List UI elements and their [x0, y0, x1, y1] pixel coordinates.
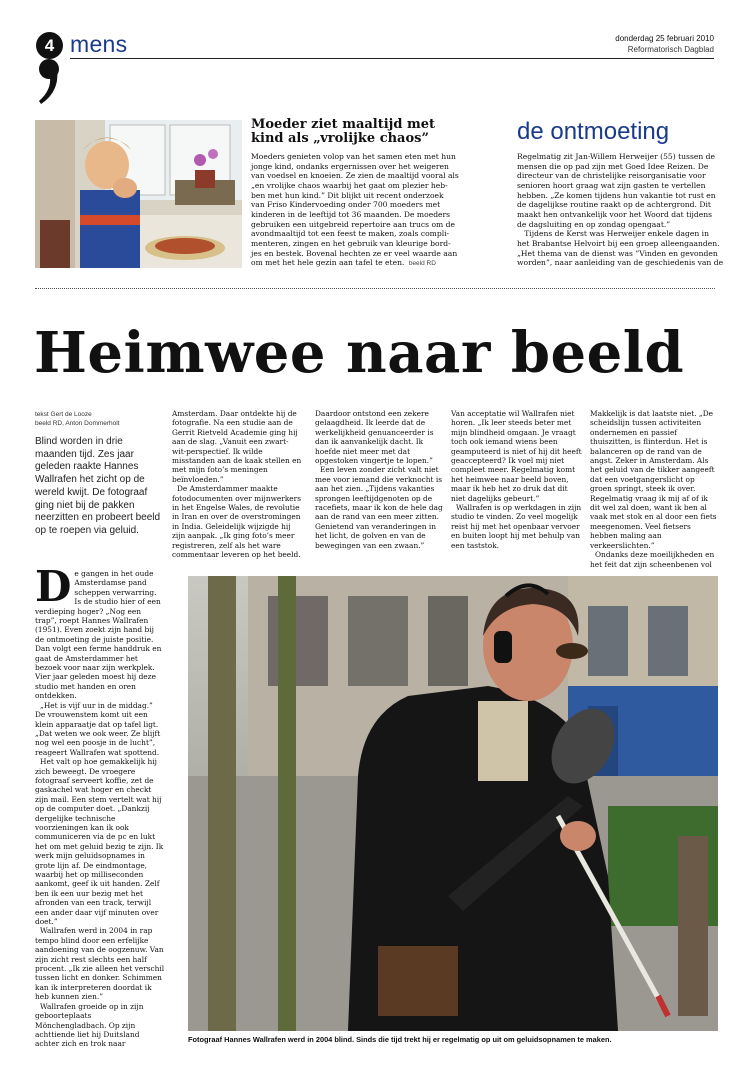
brief-line: menteren, zingen en het gebruik van kleurige bord-: [251, 238, 451, 248]
opening-paragraph: [35, 562, 165, 701]
paragraph: Daardoor ontstond een zekere gelaagdheid. Ik leerde dat de werkelijkheid genuanceerder is dan ik aanvankelijk dacht. Ik hoefde niet meer met dat opgestoken vingertje te lopen.”: [315, 409, 434, 466]
brief-line: Moeders genieten volop van het samen eten met hun: [251, 152, 456, 161]
byline-text: tekst Gert de Looze: [35, 411, 92, 418]
ontmoeting-line: Tijdens de Kerst was Herweijer enkele dagen in: [517, 229, 709, 239]
article-headline: Heimwee naar beeld: [34, 320, 685, 386]
brief-line: ben met hun kind.” Dit blijkt uit recent onderzoek: [251, 190, 444, 200]
brief-title-line-1: Moeder ziet maaltijd met: [251, 117, 436, 132]
page-number: 4: [44, 36, 55, 55]
ontmoeting-line: de dagelijkse routine raakt op de achtergrond. Dit: [517, 200, 711, 210]
brief-line: avondmaaltijd tot een feest te maken, zoals compli-: [251, 229, 450, 239]
brief-line: jes en bestek. Bovenal hechten ze er veel waarde aan: [251, 248, 458, 258]
ontmoeting-line: senioren hoort graag wat zijn gasten te vertellen: [517, 180, 706, 190]
paragraph: Ondanks deze moeilijkheden en het feit dat zijn scheenbenen vol: [590, 550, 715, 569]
ontmoeting-line: Regelmatig zit Jan-Willem Herweijer (55) tussen de: [517, 152, 716, 161]
paragraph: Een leven zonder zicht valt niet mee voor iemand die verknocht is aan het zien. „Tijdens vakanties sprongen leeftijdgenoten op de racefiets, maar ik kon de hele dag aan de rand van een meer zitten. Genietend van veranderingen in het licht, de golven en van de bewegingen van een zwaan.”: [315, 465, 443, 550]
article-left-column: [35, 562, 165, 1049]
brief-line-text: om met het hele gezin aan tafel te eten.: [251, 258, 405, 268]
issue-date: donderdag 25 februari 2010: [615, 34, 714, 43]
section-divider: [35, 288, 715, 289]
paragraph: Wallrafen groeide op in zijn geboorteplaats Mönchengladbach. Op zijn achttiende liet hij Duitsland achter zich en trok naar: [35, 1001, 144, 1049]
section-title: mens: [70, 31, 128, 57]
paragraph: „Het is vijf uur in de middag.” De vrouwenstem komt uit een klein apparaatje dat op tafel ligt. „Dat weten we ook weer. Ze blijft nog wel een poosje in de lucht”, reageert Wallrafen wat spottend.: [35, 700, 161, 757]
brief-line: jonge kind, ondanks ergernissen over het weigeren: [251, 161, 449, 171]
article-column-1: [172, 409, 302, 560]
paragraph: Amsterdam. Daar ontdekte hij de fotografie. Na een studie aan de Gerrit Rietveld Academie ging hij aan de slag. „Vanuit een zwart-wit-perspectief. Ik wilde misstanden aan de kaak stellen en met mijn foto’s meningen beïnvloeden.”: [172, 409, 302, 484]
article-column-2: [315, 409, 445, 550]
paragraph: Het valt op hoe gemakkelijk hij zich beweegt. De vroegere fotograaf serveert koffie, zet de gaskachel wat hoger en checkt zijn mail. Een stem vertelt wat hij op de computer doet. „Dankzij dergelijke technische voorzieningen kan ik ook communiceren via de pc en lukt het om met geluid bezig te zijn. Ik werk mijn geluidsopnames in grote lijn af. De eindmontage, waarbij het op milliseconden aankomt, geef ik uit handen. Zelf ben ik een uur bezig met het afronden van een track, terwijl een ander daar vijf minuten over doet.”: [35, 757, 164, 927]
brief-photo-credit: beeld RD: [408, 260, 436, 268]
ontmoeting-line: het Brabantse Helvoirt bij een groep alleengaanden.: [517, 238, 720, 248]
wallrafen-photo: [188, 576, 718, 1031]
brief-title: [251, 118, 491, 146]
byline-photo: beeld RD, Anton Dommerholt: [35, 420, 120, 427]
brief-title-line-2: kind als „vrolijke chaos”: [251, 131, 429, 146]
brief-line: van voedsel en knoeien. Ze zien de maaltijd vooral als: [251, 171, 459, 181]
ontmoeting-line: maakt hen ontvankelijk voor het Woord dat tijdens: [517, 209, 713, 219]
ontmoeting-body: [517, 152, 724, 268]
paragraph: Van acceptatie wil Wallrafen niet horen. „Ik leer steeds beter met mijn blindheid omgaan. Je vraagt toch ook iemand wiens been geamputeerd is niet of hij dit heeft geaccepteerd? Ik voel mij niet compleet meer. Regelmatig komt het heimwee naar beeld boven, maar ik heb het zo druk dat dit niet dagelijks gebeurt.”: [451, 409, 582, 503]
ontmoeting-line: mensen die op pad zijn met Goed Idee Reizen. De: [517, 161, 709, 171]
brief-line: kinderen in de leeftijd tot 36 maanden. De moeders: [251, 209, 451, 219]
brief-line: [251, 258, 501, 269]
header-rule: [70, 58, 714, 59]
child-eating-photo: [35, 120, 242, 268]
drop-cap: D: [35, 562, 72, 611]
ontmoeting-line: „Het thema van de dienst was ”Vinden en gevonden: [517, 248, 718, 258]
paragraph: Wallrafen is op werkdagen in zijn studio te vinden. Zo veel mogelijk reist hij met het openbaar vervoer en buiten loopt hij met behulp van een taststok.: [451, 503, 582, 550]
section-comma-mark: [38, 59, 60, 105]
ontmoeting-line: worden”, naar aanleiding van de geschiedenis van de: [517, 258, 724, 268]
article-column-4: [590, 409, 718, 569]
page-number-badge: [36, 32, 63, 59]
article-lead: Blind worden in drie maanden tijd. Zes jaar geleden raakte Hannes Wallrafen het zicht op de wereld kwijt. De fotograaf ging niet bij de pakken neerzitten en probeert beeld op te roepen via geluid.: [35, 436, 161, 536]
brief-body: [251, 152, 501, 269]
ontmoeting-heading: de ontmoeting: [517, 118, 670, 145]
paragraph: Wallrafen werd in 2004 in rap tempo blind door een erfelijke aandoening van de oogzenuw. Van zijn zicht rest slechts een half procent. „Ik zie alleen het verschil tussen licht en donker. Schimmen kan ik interpreteren doordat ik heb kunnen zien.”: [35, 926, 165, 1002]
ontmoeting-line: hebben. „Ze komen tijdens hun vakantie tot rust en: [517, 190, 716, 200]
paragraph: De Amsterdammer maakte fotodocumenten over mijnwerkers in het Engelse Wales, de revolutie in Iran en over de overstromingen in India. Geleidelijk wijzigde hij zijn aanpak. „Ik ging foto’s meer registreren, zelf als het ware commentaar leveren op het beeld.: [172, 484, 301, 560]
opening-text: e gangen in het oude Amsterdamse pand scheppen verwarring. Is de studio hier of een verdieping hoger? „Nog een trap”, roept Hannes Wallrafen (1951). Even zoekt zijn hand bij de ontmoeting de juiste positie. Dan volgt een ferme handdruk en gaat de Amsterdammer het bezoek voor naar zijn werkplek. Vier jaar geleden moest hij deze studio met handen en oren ontdekken.: [35, 569, 162, 701]
article-column-3: [451, 409, 582, 550]
ontmoeting-line: de dagsluiting en op zondag opengaat.”: [517, 219, 671, 229]
brief-line: gebruiken een uitgebreid repertoire aan trucs om de: [251, 219, 456, 229]
publication-name: Reformatorisch Dagblad: [627, 45, 714, 54]
photo-caption: Fotograaf Hannes Wallrafen werd in 2004 blind. Sinds die tijd trekt hij er regelmatig op uit om geluidsopnamen te maken.: [188, 1035, 612, 1044]
ontmoeting-line: directeur van de christelijke reisorganisatie voor: [517, 171, 706, 181]
brief-line: „en vrolijke chaos waarbij het gaat om plezier heb-: [251, 180, 448, 190]
brief-line: van Friso Kindervoeding onder 700 moeders met: [251, 200, 441, 210]
paragraph: Makkelijk is dat laatste niet. „De scheidslijn tussen activiteiten ondernemen en passief thuiszitten, is flinterdun. Het is balanceren op de rand van de angst. Zeker in Amsterdam. Als het geluid van de tikker aangeeft dat een voetgangerslicht op groen springt, steek ik over. Regelmatig vraag ik mij af of ik dit wel zal doen, want ik ben al vaak met stok en al door een fiets meegenomen. Veel fietsers hebben maling aan verkeerslichten.”: [590, 409, 717, 550]
